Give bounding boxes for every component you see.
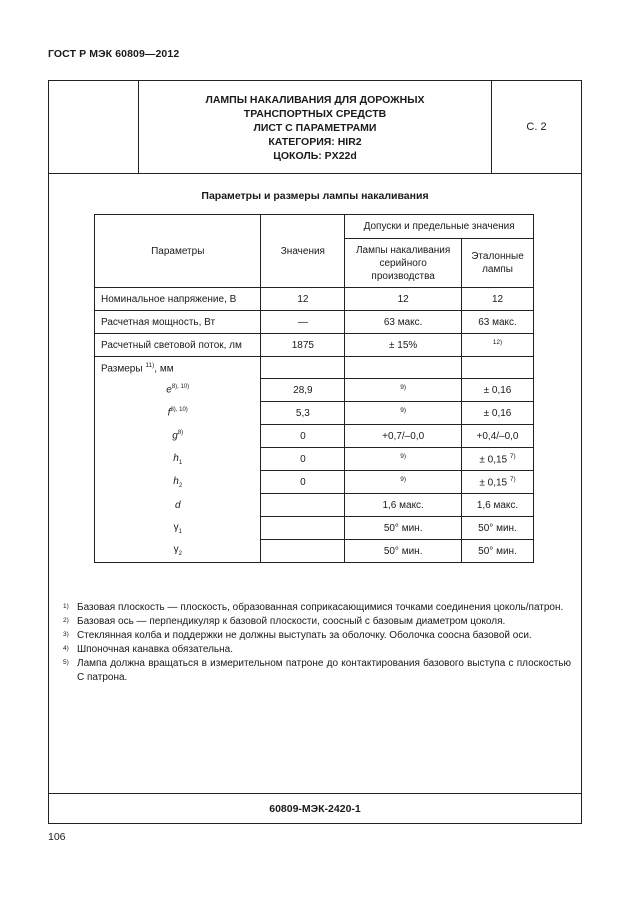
dim-symbol: $h_1$: [95, 448, 261, 471]
table-row: [95, 540, 534, 563]
title-line-3: ЛИСТ С ПАРАМЕТРАМИ: [253, 122, 377, 134]
table-row: [95, 334, 534, 357]
param-reference: ± 0,16: [462, 379, 534, 402]
footnote-ref: 12): [492, 338, 503, 346]
param-reference: 1,6 макс.: [462, 494, 534, 517]
param-reference: 50° мин.: [462, 517, 534, 540]
dim-symbol: $\gamma_1$: [95, 517, 261, 540]
param-value: —: [261, 311, 345, 334]
parameters-table: [94, 214, 534, 563]
title-line-4: КАТЕГОРИЯ: HIR2: [268, 136, 362, 148]
dim-symbol: $f^{8), 10)}$: [95, 402, 261, 425]
footnote-item: [63, 601, 571, 615]
header-tolerances: Допуски и предельные значения: [345, 215, 534, 239]
param-serial: 12: [345, 288, 462, 311]
table-row: [95, 288, 534, 311]
param-name: Номинальное напряжение, В: [95, 288, 261, 311]
header-serial: Лампы накаливания серийного производства: [345, 239, 462, 288]
param-value: 12: [261, 288, 345, 311]
dim-symbol: $g^{8)}$: [95, 425, 261, 448]
title-block-title: [139, 81, 492, 173]
param-reference: ± 0,16: [462, 402, 534, 425]
param-reference: ± 0,15 $^{7)}$: [462, 448, 534, 471]
header-reference: Эталонные лампы: [462, 239, 534, 288]
title-line-1: ЛАМПЫ НАКАЛИВАНИЯ ДЛЯ ДОРОЖНЫХ: [205, 94, 425, 106]
table-row: [95, 517, 534, 540]
footnote-number: 1): [63, 603, 69, 610]
page-number: 106: [48, 831, 66, 843]
footnote-text: Лампа должна вращаться в измерительном патроне до контактирования базового выступа с плоскостью С патрона.: [77, 658, 571, 683]
param-reference: ± 0,15 $^{7)}$: [462, 471, 534, 494]
dim-symbol: d: [95, 494, 261, 517]
param-serial: 63 макс.: [345, 311, 462, 334]
param-name: Расчетная мощность, Вт: [95, 311, 261, 334]
param-serial: [345, 357, 462, 379]
title-line-2: ТРАНСПОРТНЫХ СРЕДСТВ: [243, 108, 387, 120]
param-name: Расчетный световой поток, лм: [95, 334, 261, 357]
table-caption: Параметры и размеры лампы накаливания: [201, 190, 429, 202]
param-value: 1875: [261, 334, 345, 357]
param-value: 0: [261, 471, 345, 494]
dimensions-row: [95, 357, 534, 379]
footnote-item: [63, 657, 571, 685]
param-value: 28,9: [261, 379, 345, 402]
param-reference: [462, 334, 534, 357]
param-serial: 50° мин.: [345, 540, 462, 563]
sheet-number: С. 2: [526, 121, 547, 133]
param-serial: +0,7/–0,0: [345, 425, 462, 448]
param-value: [261, 494, 345, 517]
footnote-text: Базовая ось — перпендикуляр к базовой плоскости, соосный с базовым диаметром цоколя.: [77, 616, 506, 627]
footnote-number: 3): [63, 631, 69, 638]
sheet-frame: [48, 80, 582, 824]
title-line-5: ЦОКОЛЬ: PX22d: [273, 150, 357, 162]
param-reference: +0,4/–0,0: [462, 425, 534, 448]
param-value: [261, 357, 345, 379]
title-block-left-cell: [49, 81, 139, 173]
param-value: [261, 517, 345, 540]
footnote-text: Шпоночная канавка обязательна.: [77, 644, 233, 655]
table-row: [95, 448, 534, 471]
dim-symbol: $\gamma_2$: [95, 540, 261, 563]
param-serial: 9): [345, 379, 462, 402]
table-row: [95, 402, 534, 425]
footnote-text: Базовая плоскость — плоскость, образованная соприкасающимися точками соединения цоколь/патрон.: [77, 602, 564, 613]
param-reference: 12: [462, 288, 534, 311]
table-row: [95, 494, 534, 517]
param-value: 0: [261, 425, 345, 448]
dimensions-label: Размеры $^{11)}$, мм: [95, 357, 261, 379]
footnote-text: Стеклянная колба и поддержки не должны выступать за оболочку. Оболочка соосна базовой оси.: [77, 630, 532, 641]
header-values: Значения: [261, 215, 345, 288]
title-block: [49, 81, 581, 174]
footnote-item: [63, 629, 571, 643]
param-reference: 63 макс.: [462, 311, 534, 334]
footnote-number: 2): [63, 617, 69, 624]
footnote-number: 4): [63, 645, 69, 652]
document-code: 60809-МЭК-2420-1: [49, 793, 581, 823]
header-params: Параметры: [95, 215, 261, 288]
param-value: [261, 540, 345, 563]
param-value: 0: [261, 448, 345, 471]
dim-symbol: $h_2$: [95, 471, 261, 494]
footnote-item: [63, 643, 571, 657]
header-row-1: [95, 215, 534, 239]
param-value: 5,3: [261, 402, 345, 425]
table-row: [95, 311, 534, 334]
footnote-number: 5): [63, 659, 69, 666]
param-serial: 50° мин.: [345, 517, 462, 540]
param-serial: 1,6 макс.: [345, 494, 462, 517]
param-reference: [462, 357, 534, 379]
dim-symbol: $e^{8), 10)}$: [95, 379, 261, 402]
param-reference: 50° мин.: [462, 540, 534, 563]
param-serial: 9): [345, 471, 462, 494]
standard-header: ГОСТ Р МЭК 60809—2012: [48, 48, 180, 60]
param-serial: ± 15%: [345, 334, 462, 357]
footnote-ref: 11): [145, 361, 155, 369]
footnotes: [63, 601, 571, 685]
param-serial: 9): [345, 402, 462, 425]
table-row: [95, 379, 534, 402]
param-serial: 9): [345, 448, 462, 471]
footnote-item: [63, 615, 571, 629]
table-row: [95, 425, 534, 448]
table-row: [95, 471, 534, 494]
